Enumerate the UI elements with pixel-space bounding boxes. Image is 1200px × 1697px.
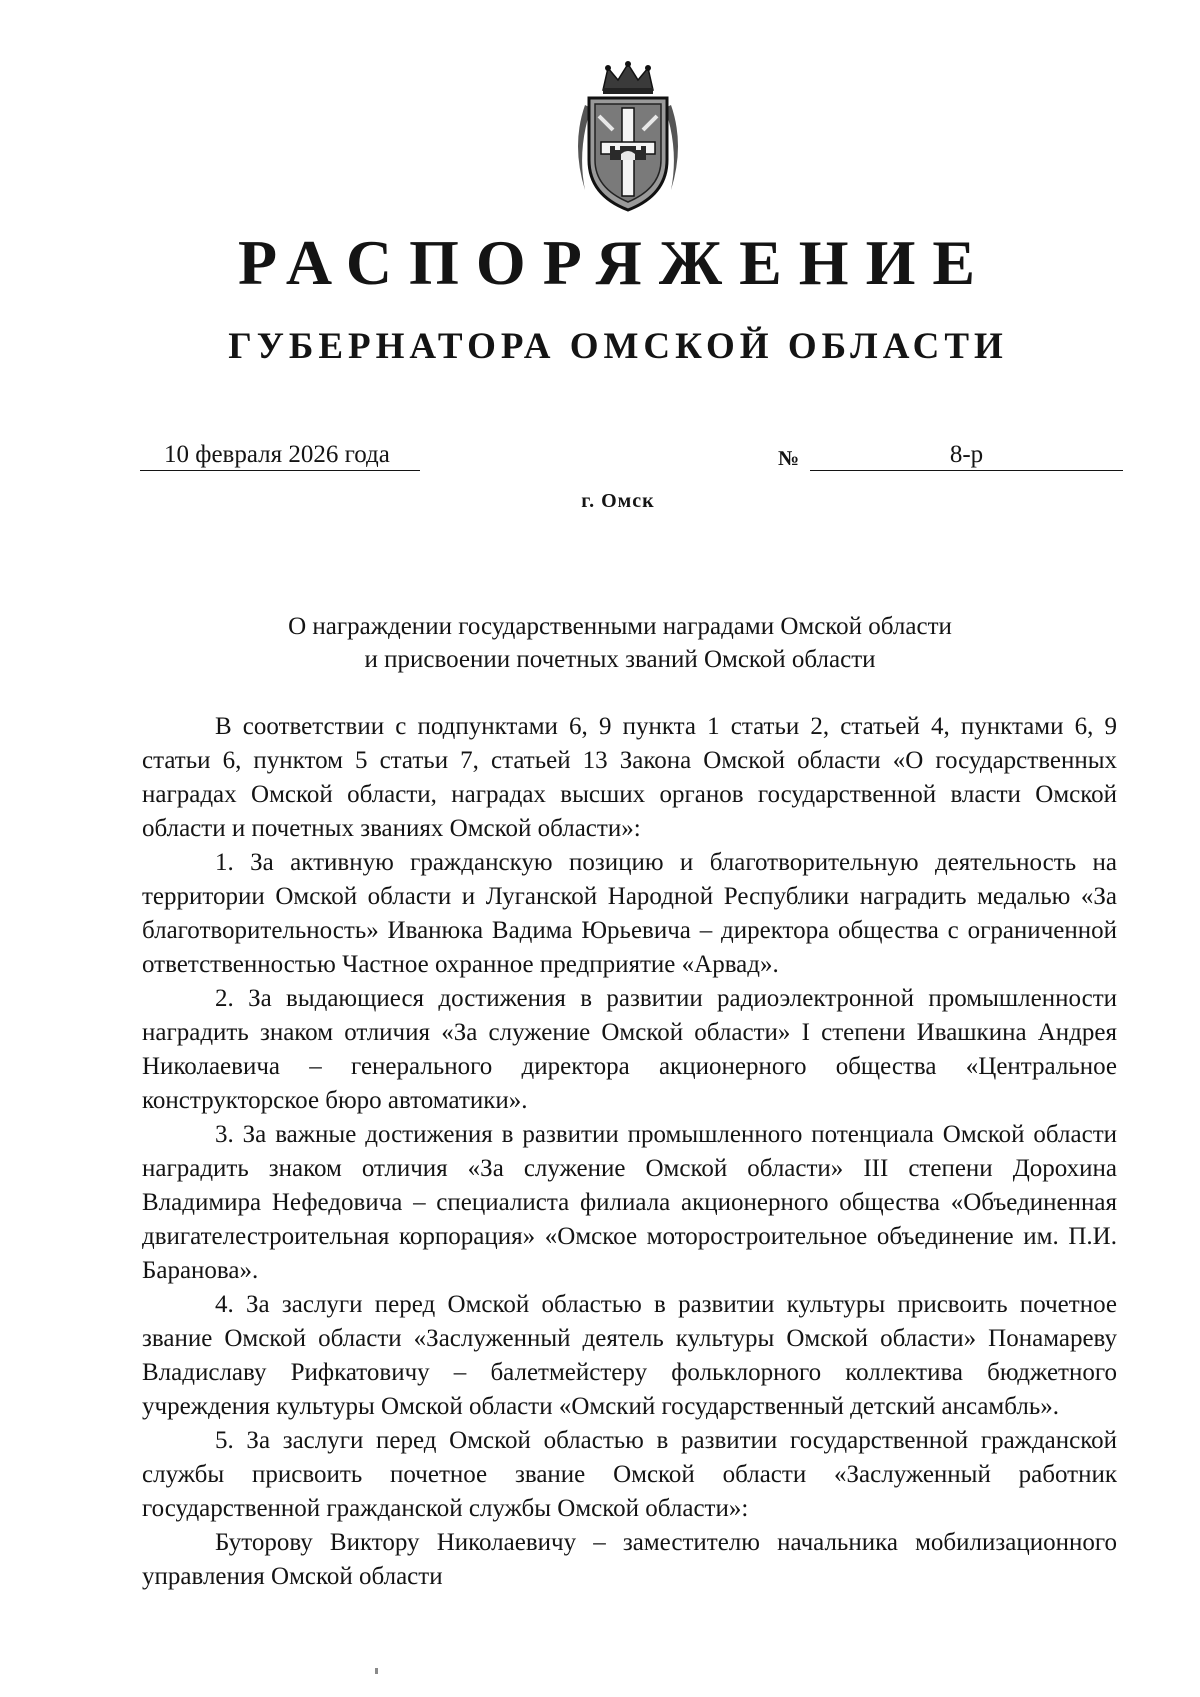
heading-line-1: О награждении государственными наградами Омской области [288, 613, 952, 640]
item-4-paragraph: 4. За заслуги перед Омской областью в развитии культуры присвоить почетное звание Омской области «Заслуженный деятель культуры Омской области» Понамареву Владиславу Рифкатовичу – балетмейстеру фольклорного коллектива бюджетного учреждения культуры Омской области «Омский государственный детский ансамбль». [142, 1291, 1117, 1420]
item-1-paragraph: 1. За активную гражданскую позицию и благотворительную деятельность на территории Омской области и Луганской Народной Республики наградить медалью «За благотворительность» Иванюка Вадима Юрьевича – директора общества с ограниченной ответственностью Частное охранное предприятие «Арвад». [142, 849, 1117, 978]
issuing-authority: ГУБЕРНАТОРА ОМСКОЙ ОБЛАСТИ [228, 326, 1008, 367]
number-sign: № [778, 446, 800, 470]
document-body [142, 710, 1117, 1594]
heading-line-2: и присвоении почетных званий Омской области [364, 646, 876, 673]
document-number-field [778, 440, 1123, 472]
document-heading [160, 610, 1080, 676]
item-2-paragraph: 2. За выдающиеся достижения в развитии радиоэлектронной промышленности наградить знаком отличия «За служение Омской области» I степени Ивашкина Андрея Николаевича – генерального директора акционерного общества «Центральное конструкторское бюро автоматики». [142, 985, 1117, 1114]
preamble-paragraph: В соответствии с подпунктами 6, 9 пункта 1 статьи 2, статьей 4, пунктами 6, 9 статьи 6, пунктом 5 статьи 7, статьей 13 Закона Омской области «О государственных наградах Омской области, наградах высших органов государственной власти Омской области и почетных званиях Омской области»: [142, 713, 1117, 842]
document-number: 8-р [810, 440, 1123, 471]
issue-city: г. Омск [581, 490, 655, 512]
item-5-paragraph: 5. За заслуги перед Омской областью в развитии государственной гражданской службы присвоить почетное звание Омской области «Заслуженный работник государственной гражданской службы Омской области»: [142, 1427, 1117, 1522]
scan-mark [375, 1668, 378, 1674]
item-5-recipient-paragraph: Буторову Виктору Николаевичу – заместителю начальника мобилизационного управления Омской области [142, 1529, 1117, 1590]
omsk-coat-of-arms-icon [563, 60, 693, 215]
document-type-title: РАСПОРЯЖЕНИЕ [237, 227, 993, 298]
document-date: 10 февраля 2026 года [140, 440, 420, 471]
item-3-paragraph: 3. За важные достижения в развитии промышленного потенциала Омской области наградить знаком отличия «За служение Омской области» III степени Дорохина Владимира Нефедовича – специалиста филиала акционерного общества «Объединенная двигателестроительная корпорация» «Омское моторостроительное объединение им. П.И. Баранова». [142, 1121, 1117, 1284]
